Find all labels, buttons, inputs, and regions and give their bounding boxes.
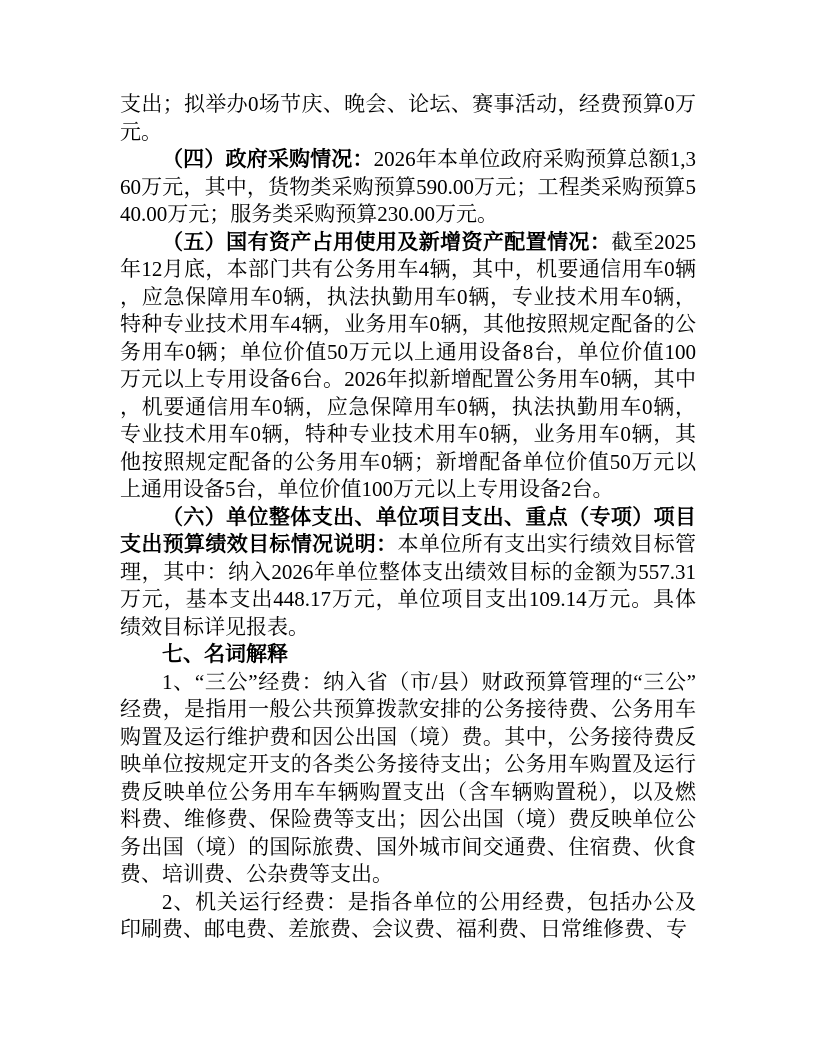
paragraph-text: 本单位所有支出实行绩效目标管理，其中：纳入2026年单位整体支出绩效目标的金额为557.31万元，基本支出448.17万元，单位项目支出109.14万元。具体绩效目标详见报表。	[120, 532, 696, 639]
para-continuation	[120, 91, 696, 146]
paragraph-bold-lead: （六）单位整体支出、单位项目支出、重点（专项）项目支出预算绩效目标情况说明：	[120, 504, 696, 556]
paragraph-text: 1、“三公”经费：纳入省（市/县）财政预算管理的“三公”经费，是指用一般公共预算拨款安排的公务接待费、公务用车购置及运行维护费和因公出国（境）费。其中，公务接待费反映单位按规定开支的各类公务接待支出；公务用车购置及运行费反映单位公务用车车辆购置支出（含车辆购置税），以及燃料费、维修费、保险费等支出；因公出国（境）费反映单位公务出国（境）的国际旅费、国外城市间交通费、住宿费、伙食费、培训费、公杂费等支出。	[120, 669, 696, 886]
paragraph-bold-lead: （四）政府采购情况：	[162, 147, 374, 171]
document-body	[120, 91, 696, 944]
heading-section-7-glossary	[120, 641, 696, 669]
para-term-2-agency-operating-funds	[120, 889, 696, 944]
paragraph-text: 支出；拟举办0场节庆、晚会、论坛、赛事活动，经费预算0万元。	[120, 92, 696, 144]
para-section-6-performance-targets	[120, 504, 696, 642]
paragraph-text: 截至2025年12月底，本部门共有公务用车4辆，其中，机要通信用车0辆，应急保障用车0辆，执法执勤用车0辆，专业技术用车0辆，特种专业技术用车4辆，业务用车0辆，其他按照规定配备的公务用车0辆；单位价值50万元以上通用设备8台，单位价值100万元以上专用设备6台。2026年拟新增配置公务用车0辆，其中，机要通信用车0辆，应急保障用车0辆，执法执勤用车0辆，专业技术用车0辆，特种专业技术用车0辆，业务用车0辆，其他按照规定配备的公务用车0辆；新增配备单位价值50万元以上通用设备5台，单位价值100万元以上专用设备2台。	[120, 229, 697, 501]
paragraph-bold-lead: （五）国有资产占用使用及新增资产配置情况：	[162, 229, 612, 254]
para-term-1-three-public-funds	[120, 669, 696, 889]
paragraph-text: 2026年本单位政府采购预算总额1,360万元，其中，货物类采购预算590.00万元；工程类采购预算540.00万元；服务类采购预算230.00万元。	[120, 147, 697, 226]
paragraph-text: 2、机关运行经费：是指各单位的公用经费，包括办公及印刷费、邮电费、差旅费、会议费、福利费、日常维修费、专	[120, 889, 696, 941]
para-section-4-government-procurement	[120, 146, 696, 229]
paragraph-bold-lead: 七、名词解释	[162, 642, 288, 666]
para-section-5-state-owned-assets	[120, 229, 696, 504]
